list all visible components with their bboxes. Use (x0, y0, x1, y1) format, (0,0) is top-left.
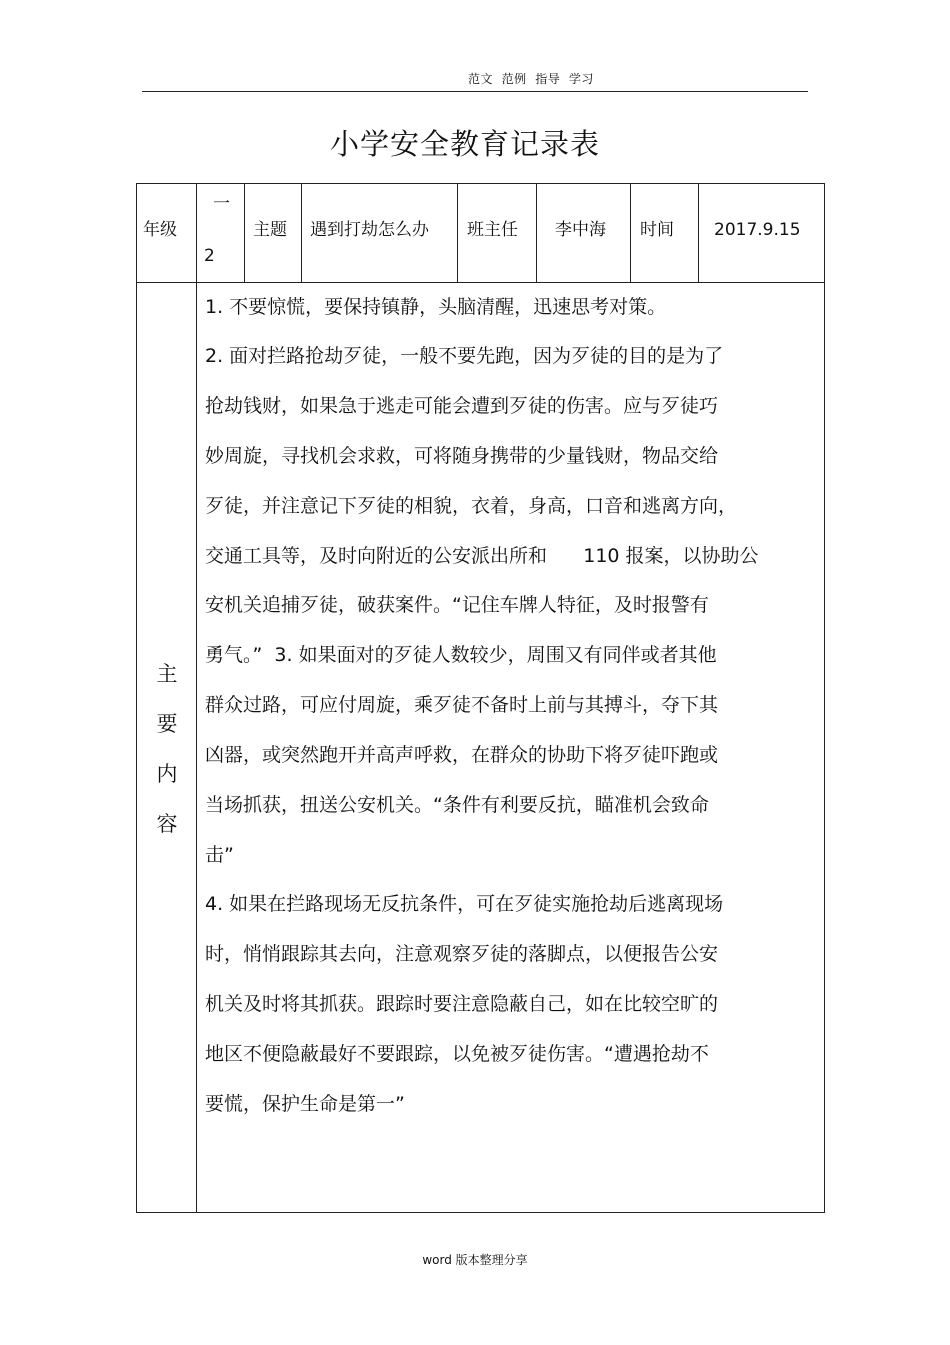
table-col-divider (698, 183, 699, 283)
grade-label: 年级 (143, 220, 177, 240)
content-line: 安机关追捕歹徒，破获案件。“记住车牌人特征，及时报警有 (205, 594, 709, 616)
content-line: 群众过路，可应付周旋，乘歹徒不备时上前与其搏斗，夺下其 (205, 694, 719, 716)
content-line: 抢劫钱财，如果急于逃走可能会遭到歹徒的伤害。应与歹徒巧 (205, 395, 719, 417)
content-line: 击” (205, 844, 234, 866)
content-line: 勇气。” 3. 如果面对的歹徒人数较少，周围又有同伴或者其他 (205, 644, 717, 666)
content-label-char: 容 (156, 812, 178, 836)
content-line: 歹徒，并注意记下歹徒的相貌，衣着，身高，口音和逃离方向， (205, 495, 738, 517)
content-line: 妙周旋，寻找机会求救，可将随身携带的少量钱财，物品交给 (205, 445, 719, 467)
table-row-divider (136, 282, 825, 283)
header-rule (142, 91, 808, 92)
page-title: 小学安全教育记录表 (329, 127, 600, 161)
table-border-bottom (136, 1212, 825, 1213)
table-col-divider (536, 183, 537, 283)
content-line: 交通工具等，及时向附近的公安派出所和 110 报案，以协助公 (205, 545, 759, 567)
table-border-right (824, 183, 825, 1213)
grade-value-top: 一 (213, 194, 230, 214)
table-col-divider (630, 183, 631, 283)
time-label: 时间 (640, 220, 674, 240)
content-line: 1. 不要惊慌，要保持镇静，头脑清醒，迅速思考对策。 (205, 296, 667, 318)
content-line: 机关及时将其抓获。跟踪时要注意隐蔽自己，如在比较空旷的 (205, 993, 719, 1015)
content-line: 地区不便隐蔽最好不要跟踪，以免被歹徒伤害。“遭遇抢劫不 (205, 1043, 709, 1065)
teacher-value: 李中海 (555, 220, 606, 240)
topic-value: 遇到打劫怎么办 (310, 220, 429, 240)
table-col-divider (457, 183, 458, 283)
footer-text: word 版本整理分享 (422, 1253, 528, 1267)
time-value: 2017.9.15 (714, 220, 801, 240)
table-col-divider (244, 183, 245, 283)
content-label-char: 要 (156, 712, 178, 736)
content-label-char: 内 (156, 762, 178, 786)
content-line: 要慌，保护生命是第一” (205, 1093, 405, 1115)
content-line: 凶器，或突然跑开并高声呼救，在群众的协助下将歹徒吓跑或 (205, 744, 719, 766)
table-border-top (136, 183, 825, 184)
content-line: 当场抓获，扭送公安机关。“条件有利要反抗，瞄准机会致命 (205, 794, 709, 816)
table-col-divider (301, 183, 302, 283)
topic-label: 主题 (253, 220, 287, 240)
grade-value-bottom: 2 (204, 246, 215, 266)
content-line: 时，悄悄跟踪其去向，注意观察歹徒的落脚点，以便报告公安 (205, 943, 719, 965)
header-text: 范文 范例 指导 学习 (468, 72, 594, 86)
content-line: 4. 如果在拦路现场无反抗条件，可在歹徒实施抢劫后逃离现场 (205, 893, 724, 915)
content-label (137, 649, 197, 849)
content-line: 2. 面对拦路抢劫歹徒，一般不要先跑，因为歹徒的目的是为了 (205, 345, 724, 367)
content-label-char: 主 (156, 662, 178, 686)
teacher-label: 班主任 (467, 220, 518, 240)
